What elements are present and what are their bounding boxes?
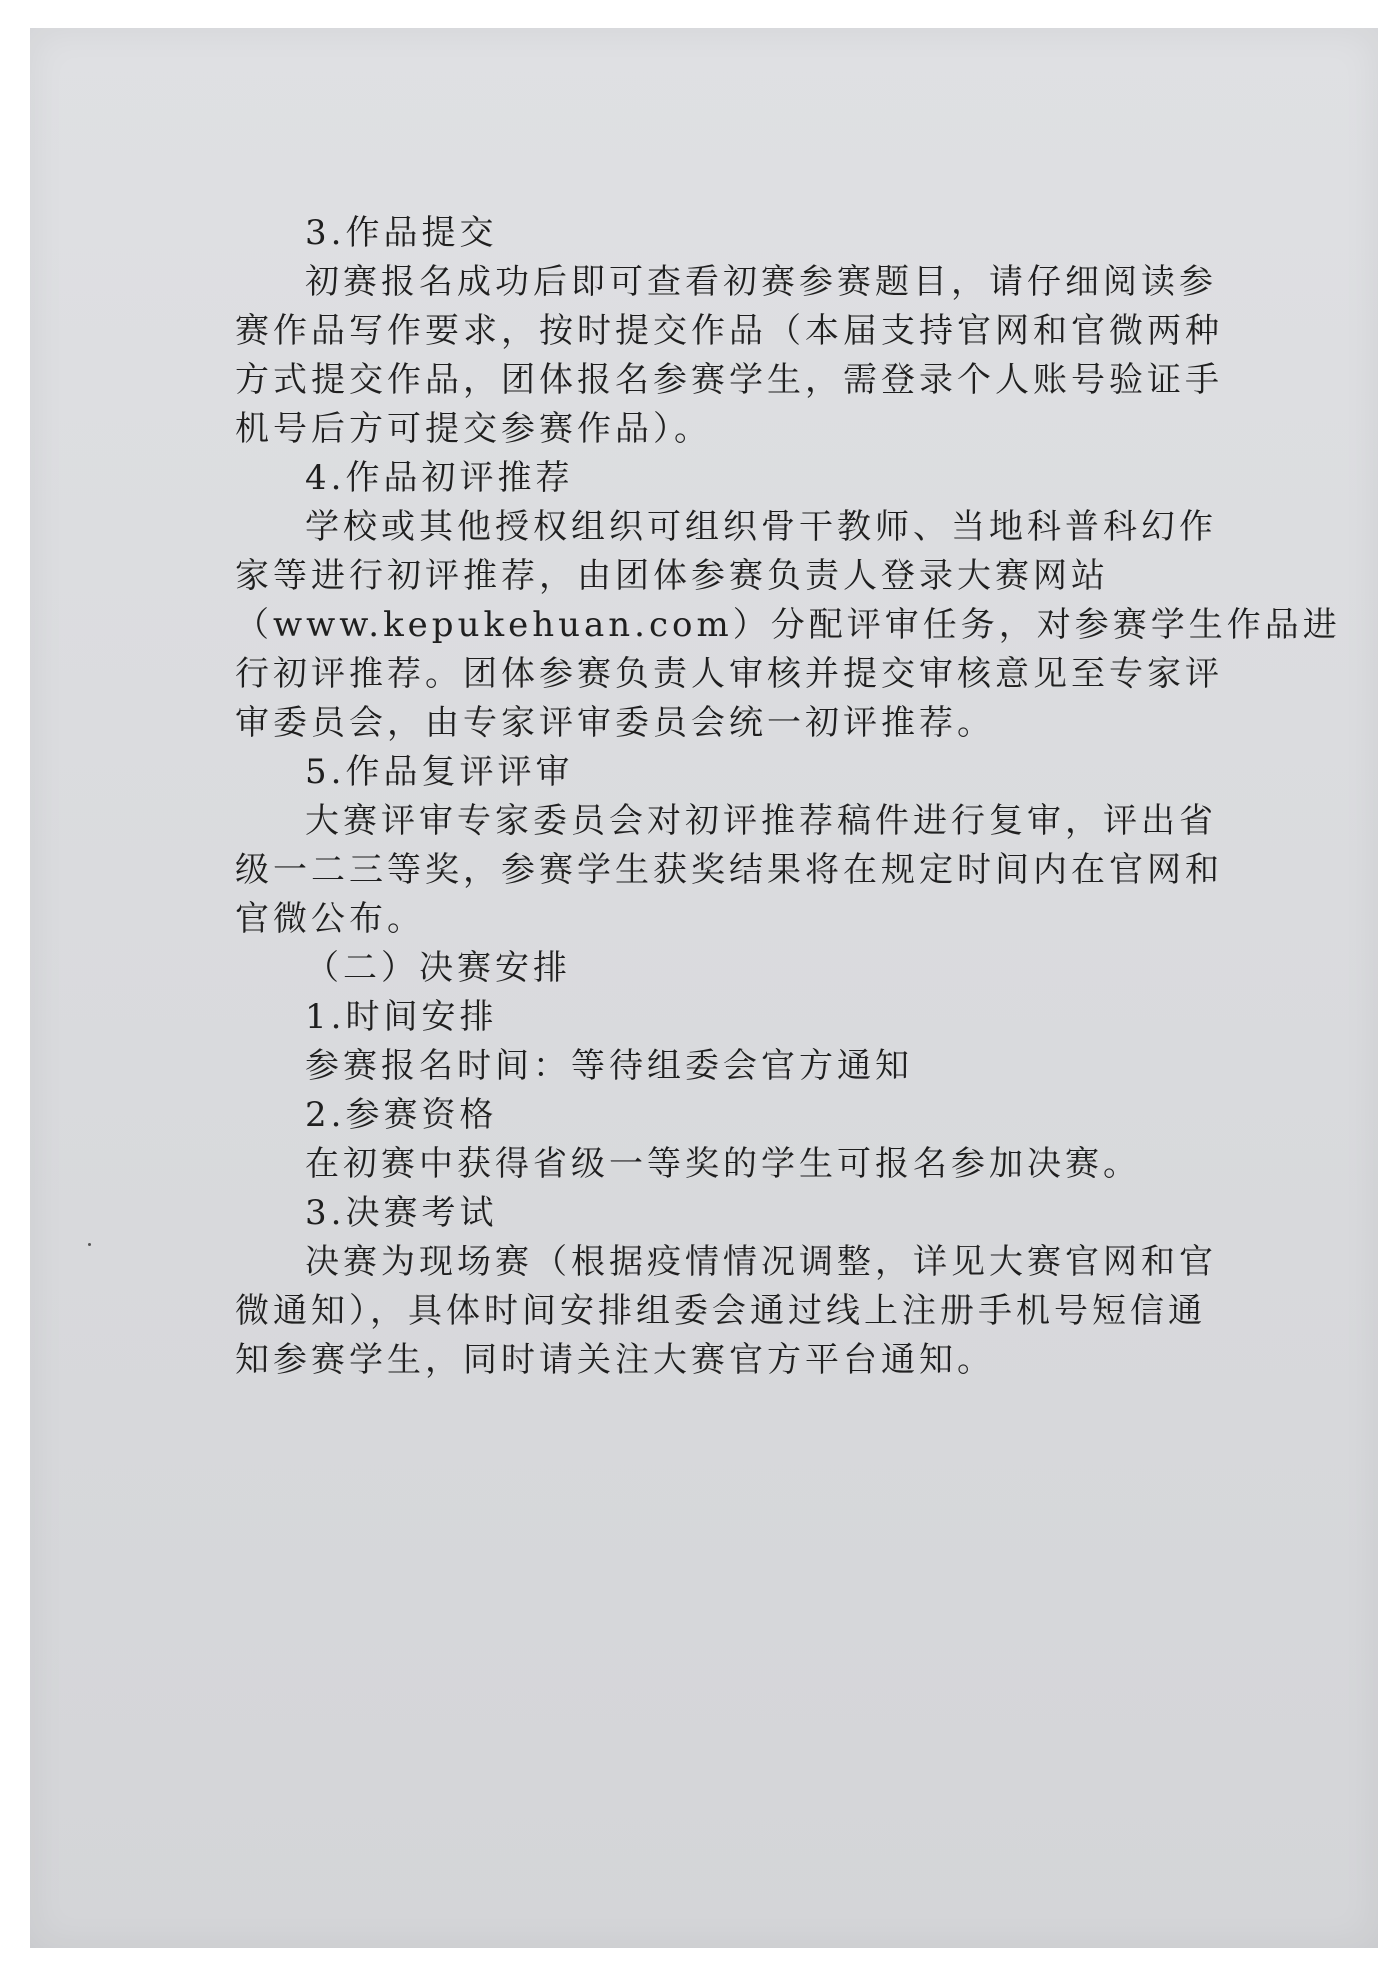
paragraph-line: 级一二三等奖，参赛学生获奖结果将在规定时间内在官网和 [235, 850, 1223, 890]
scan-speck [88, 1243, 91, 1246]
paragraph-line: 审委员会，由专家评审委员会统一初评推荐。 [235, 703, 995, 743]
registration-time: 参赛报名时间：等待组委会官方通知 [305, 1046, 913, 1086]
paragraph-line: 方式提交作品，团体报名参赛学生，需登录个人账号验证手 [235, 360, 1223, 400]
paragraph-line: 初赛报名成功后即可查看初赛参赛题目，请仔细阅读参 [305, 262, 1217, 302]
paragraph-line: 行初评推荐。团体参赛负责人审核并提交审核意见至专家评 [235, 654, 1223, 694]
paragraph-line: 微通知），具体时间安排组委会通过线上注册手机号短信通 [235, 1291, 1206, 1331]
paragraph-line: 机号后方可提交参赛作品）。 [235, 409, 712, 449]
heading-final-exam: 3.决赛考试 [305, 1193, 498, 1233]
heading-re-review: 5.作品复评评审 [305, 752, 574, 792]
paragraph-line-website: （www.kepukehuan.com）分配评审任务，对参赛学生作品进 [235, 605, 1341, 645]
paragraph-line: 家等进行初评推荐，由团体参赛负责人登录大赛网站 [235, 556, 1109, 596]
eligibility-text: 在初赛中获得省级一等奖的学生可报名参加决赛。 [305, 1144, 1141, 1184]
paragraph-line: 知参赛学生，同时请关注大赛官方平台通知。 [235, 1340, 995, 1380]
paragraph-line: 大赛评审专家委员会对初评推荐稿件进行复审，评出省 [305, 801, 1217, 841]
paragraph-line: 官微公布。 [235, 899, 425, 939]
heading-preliminary-review: 4.作品初评推荐 [305, 458, 574, 498]
paragraph-line: 决赛为现场赛（根据疫情情况调整，详见大赛官网和官 [305, 1242, 1217, 1282]
heading-submission: 3.作品提交 [305, 213, 498, 253]
heading-schedule: 1.时间安排 [305, 997, 498, 1037]
paragraph-line: 赛作品写作要求，按时提交作品（本届支持官网和官微两种 [235, 311, 1223, 351]
document-page [30, 28, 1378, 1948]
heading-eligibility: 2.参赛资格 [305, 1095, 498, 1135]
paragraph-line: 学校或其他授权组织可组织骨干教师、当地科普科幻作 [305, 507, 1217, 547]
section-heading-finals: （二）决赛安排 [305, 948, 571, 988]
